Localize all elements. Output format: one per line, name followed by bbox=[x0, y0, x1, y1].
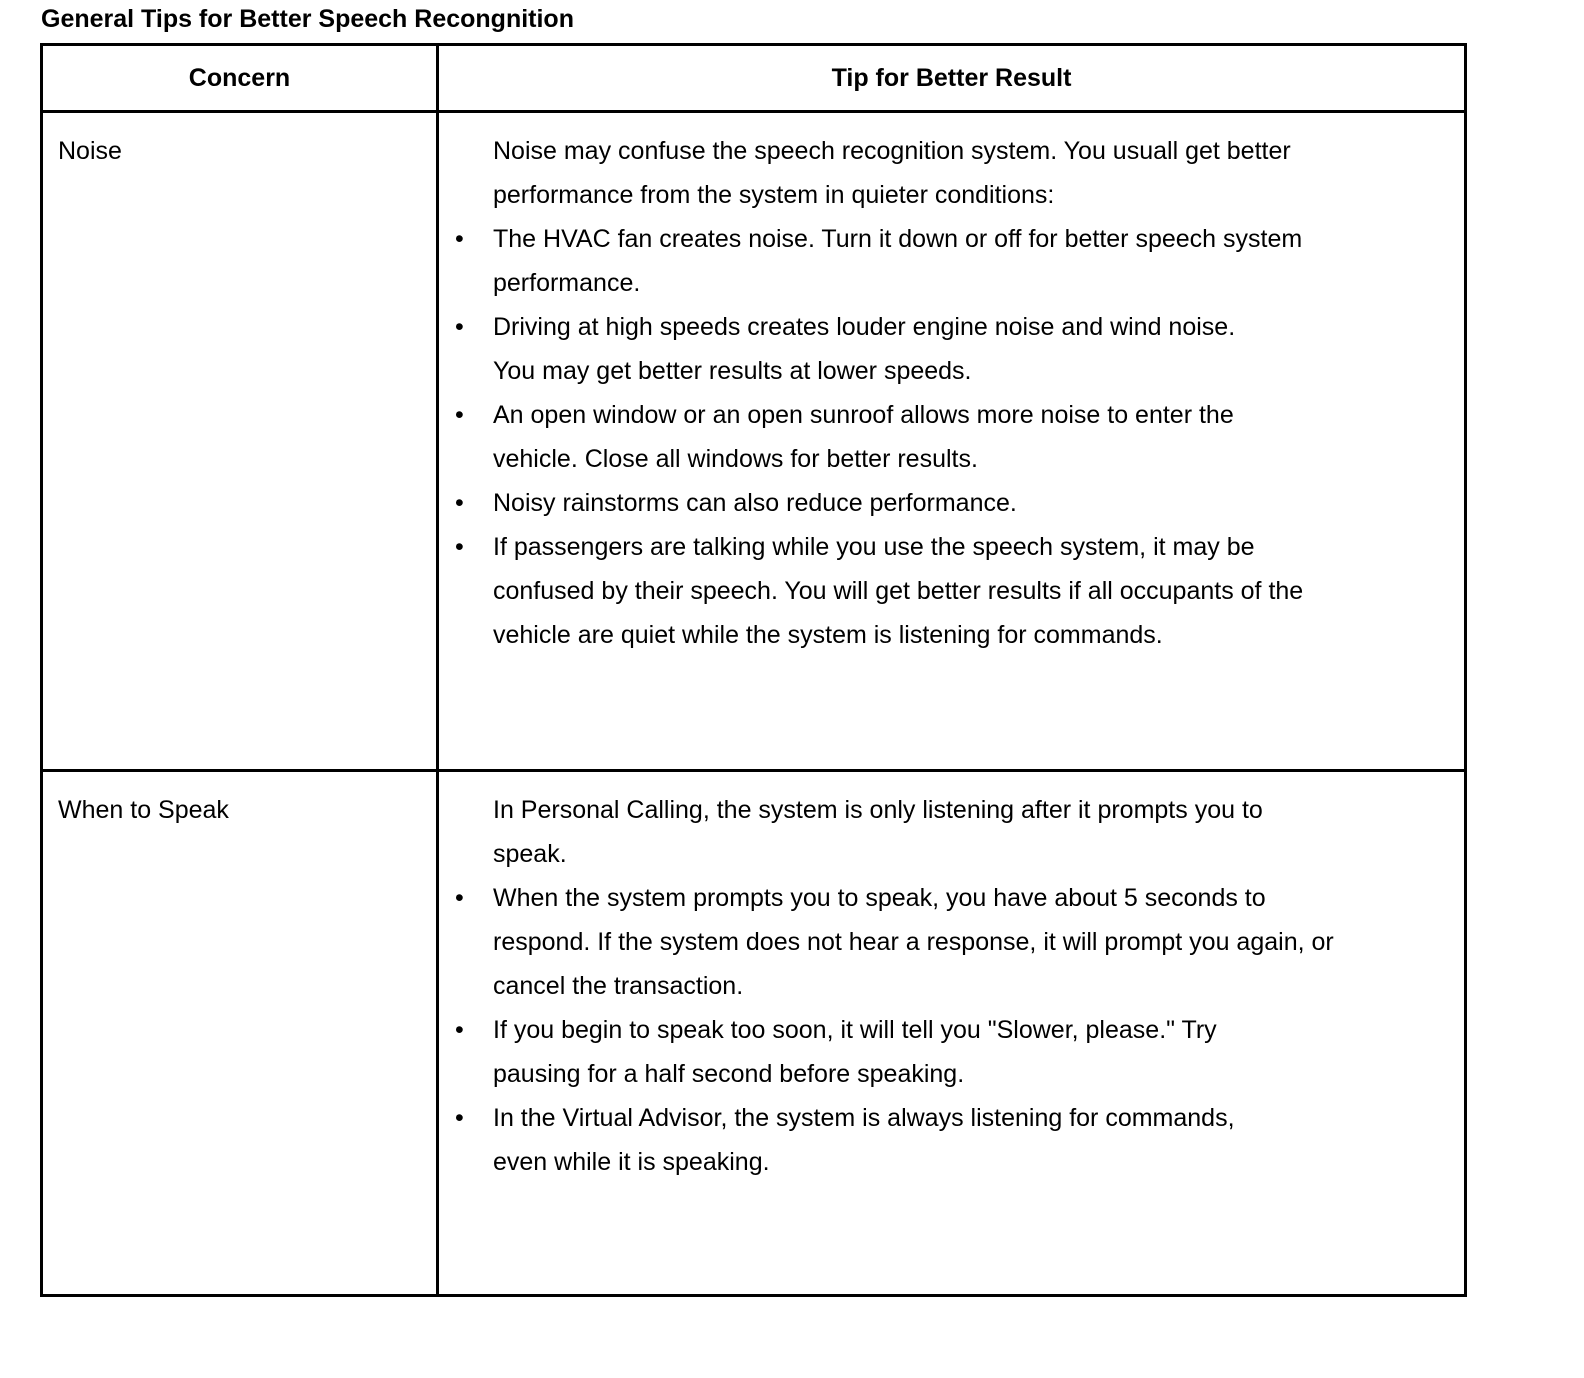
tip-line bbox=[453, 788, 1464, 832]
tip-cell bbox=[438, 771, 1466, 1296]
tip-text: In Personal Calling, the system is only listening after it prompts you to bbox=[493, 796, 1263, 824]
tip-text: performance. bbox=[493, 269, 641, 297]
tip-text: cancel the transaction. bbox=[493, 972, 744, 1000]
bullet-marker: • bbox=[455, 225, 464, 253]
tip-text: Noisy rainstorms can also reduce performance. bbox=[493, 489, 1017, 517]
tip-text: If passengers are talking while you use the speech system, it may be bbox=[493, 533, 1255, 561]
column-header-tip: Tip for Better Result bbox=[438, 45, 1466, 112]
tip-line bbox=[453, 349, 1464, 393]
tip-line bbox=[453, 1008, 1464, 1052]
tip-text: When the system prompts you to speak, you have about 5 seconds to bbox=[493, 884, 1266, 912]
tip-line bbox=[453, 1096, 1464, 1140]
tip-line bbox=[453, 261, 1464, 305]
tip-text: You may get better results at lower speeds. bbox=[493, 357, 972, 385]
tip-line bbox=[453, 305, 1464, 349]
tip-cell bbox=[438, 112, 1466, 771]
tip-text: respond. If the system does not hear a response, it will prompt you again, or bbox=[493, 928, 1334, 956]
bullet-marker: • bbox=[455, 489, 464, 517]
tip-line bbox=[453, 437, 1464, 481]
tip-line bbox=[453, 217, 1464, 261]
table-header-row bbox=[42, 45, 1466, 112]
tip-text: speak. bbox=[493, 840, 567, 868]
bullet-marker: • bbox=[455, 401, 464, 429]
bullet-marker: • bbox=[455, 313, 464, 341]
tip-line bbox=[453, 1140, 1464, 1184]
tip-text: Driving at high speeds creates louder engine noise and wind noise. bbox=[493, 313, 1236, 341]
concern-cell: Noise bbox=[42, 112, 438, 771]
tip-line bbox=[453, 1052, 1464, 1096]
tip-line bbox=[453, 964, 1464, 1008]
bullet-marker: • bbox=[455, 1104, 464, 1132]
tip-text: confused by their speech. You will get better results if all occupants of the bbox=[493, 577, 1304, 605]
concern-cell: When to Speak bbox=[42, 771, 438, 1296]
tip-text: An open window or an open sunroof allows more noise to enter the bbox=[493, 401, 1234, 429]
bullet-marker: • bbox=[455, 884, 464, 912]
tip-line bbox=[453, 481, 1464, 525]
bullet-marker: • bbox=[455, 533, 464, 561]
tip-text: In the Virtual Advisor, the system is always listening for commands, bbox=[493, 1104, 1235, 1132]
tip-line bbox=[453, 173, 1464, 217]
tip-line bbox=[453, 920, 1464, 964]
table-row bbox=[42, 112, 1466, 771]
column-header-concern: Concern bbox=[42, 45, 438, 112]
tip-text: The HVAC fan creates noise. Turn it down or off for better speech system bbox=[493, 225, 1303, 253]
tip-line bbox=[453, 832, 1464, 876]
tip-text: even while it is speaking. bbox=[493, 1148, 770, 1176]
tip-text: If you begin to speak too soon, it will tell you "Slower, please." Try bbox=[493, 1016, 1217, 1044]
tip-line bbox=[453, 525, 1464, 569]
page-title: General Tips for Better Speech Recongnition bbox=[41, 5, 574, 33]
table-row bbox=[42, 771, 1466, 1296]
tip-text: performance from the system in quieter conditions: bbox=[493, 181, 1055, 209]
tip-line bbox=[453, 876, 1464, 920]
tips-table bbox=[40, 43, 1467, 1297]
tip-text: Noise may confuse the speech recognition system. You usuall get better bbox=[493, 137, 1291, 165]
tip-text: pausing for a half second before speaking. bbox=[493, 1060, 965, 1088]
tip-line bbox=[453, 129, 1464, 173]
tip-line bbox=[453, 613, 1464, 657]
tip-line bbox=[453, 393, 1464, 437]
tip-text: vehicle are quiet while the system is listening for commands. bbox=[493, 621, 1163, 649]
bullet-marker: • bbox=[455, 1016, 464, 1044]
tip-text: vehicle. Close all windows for better results. bbox=[493, 445, 978, 473]
tip-line bbox=[453, 569, 1464, 613]
